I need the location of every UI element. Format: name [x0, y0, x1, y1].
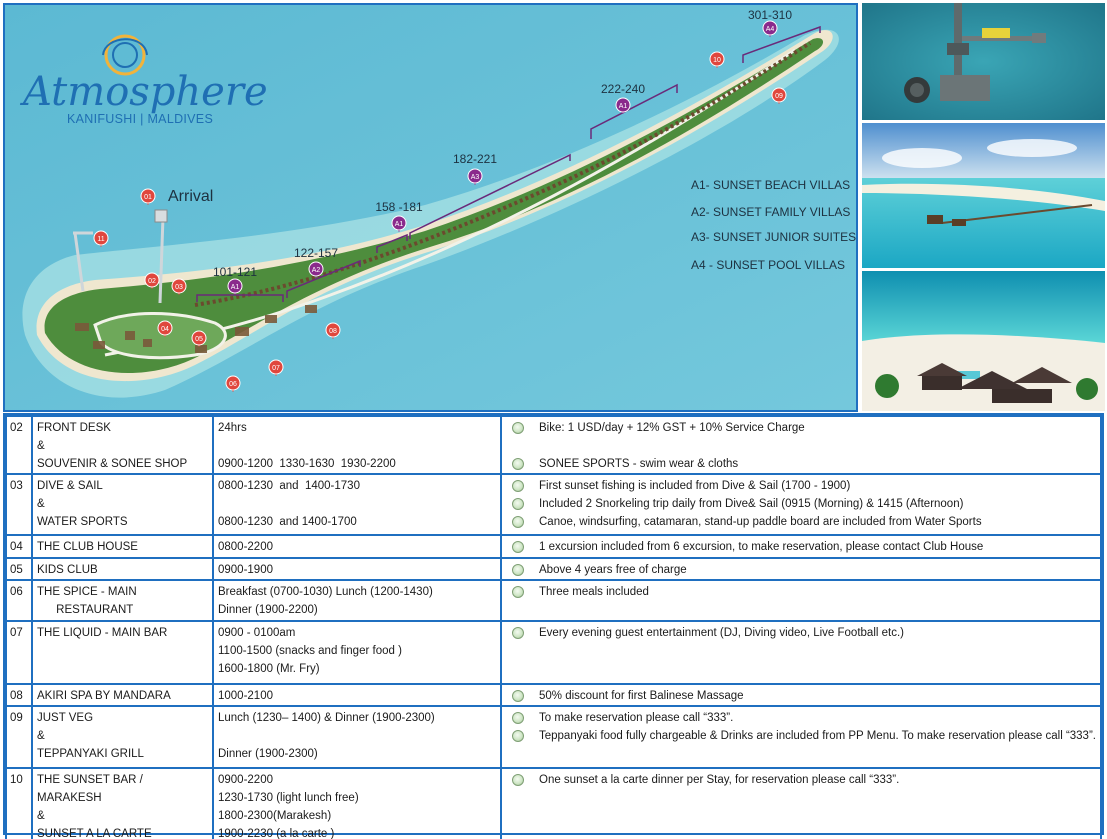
water-villas-photo [862, 123, 1105, 268]
facility-row [6, 580, 1101, 621]
hours-line: Dinner (1900-2300) [218, 748, 318, 760]
note-text: 1 excursion included from 6 excursion, to make reservation, please contact Club House [539, 541, 984, 553]
hours-line [218, 495, 496, 513]
facility-name-line: RESTAURANT [37, 604, 134, 616]
facility-name [32, 416, 213, 474]
facility-name [32, 768, 213, 839]
facility-hours [213, 684, 501, 706]
note-item [506, 477, 1096, 495]
note-item [506, 561, 1096, 579]
note-item [506, 687, 1096, 705]
facility-name-line: THE LIQUID - MAIN BAR [37, 627, 168, 639]
hours-line: 24hrs [218, 422, 247, 434]
facility-name-line: JUST VEG [37, 712, 94, 724]
facility-row [6, 684, 1101, 706]
facility-name-line: & [37, 498, 45, 510]
zone-code: A1 [394, 221, 404, 228]
facility-row [6, 474, 1101, 535]
bullet-icon [512, 541, 524, 553]
facility-name [32, 580, 213, 621]
note-text: 50% discount for first Balinese Massage [539, 690, 744, 702]
bullet-icon [512, 774, 524, 786]
facility-name-line: & [37, 730, 45, 742]
zone-range: 158 -181 [375, 200, 423, 214]
poi-marker-label: 02 [148, 278, 156, 285]
poi-marker-label: 05 [195, 336, 203, 343]
hours-line [218, 437, 496, 455]
zone-range: 122-157 [293, 246, 339, 260]
facility-name-line: FRONT DESK [37, 422, 111, 434]
arrival-label: Arrival [168, 188, 214, 205]
facility-name-line: SUNSET A LA CARTE [37, 828, 152, 839]
note-item [506, 583, 1096, 601]
facility-number: 06 [6, 580, 32, 621]
facility-number: 08 [6, 684, 32, 706]
poi-marker-label: 04 [161, 326, 169, 333]
facility-hours [213, 621, 501, 684]
beach-resort-photo [862, 271, 1105, 411]
facility-name [32, 706, 213, 768]
zone-range: 101-121 [212, 265, 258, 279]
bullet-icon [512, 690, 524, 702]
facility-notes [501, 706, 1101, 768]
poi-marker-label: 03 [175, 284, 183, 291]
facility-name-line: MARAKESH [37, 792, 102, 804]
facility-row [6, 768, 1101, 839]
bullet-icon [512, 627, 524, 639]
facility-number: 03 [6, 474, 32, 535]
zone-code: A1 [230, 284, 240, 291]
facility-hours [213, 535, 501, 558]
note-item [506, 709, 1096, 727]
facility-hours [213, 474, 501, 535]
facility-name [32, 535, 213, 558]
facility-notes [501, 416, 1101, 474]
zone-code: A1 [618, 103, 628, 110]
bullet-icon [512, 730, 524, 742]
hours-line: Dinner (1900-2200) [218, 604, 318, 616]
note-text: One sunset a la carte dinner per Stay, for reservation please call “333”. [539, 774, 900, 786]
facility-row [6, 621, 1101, 684]
legend-item: A1- SUNSET BEACH VILLAS [691, 178, 851, 192]
facility-hours [213, 416, 501, 474]
poi-marker-label: 06 [229, 381, 237, 388]
facility-notes [501, 580, 1101, 621]
facility-notes [501, 621, 1101, 684]
facility-name [32, 474, 213, 535]
bullet-icon [512, 712, 524, 724]
facility-hours [213, 580, 501, 621]
facility-number: 07 [6, 621, 32, 684]
logo-title: Atmosphere [23, 69, 268, 115]
legend-item: A3- SUNSET JUNIOR SUITES [691, 230, 856, 244]
note-text: To make reservation please call “333”. [539, 712, 734, 724]
hours-line: Breakfast (0700-1030) Lunch (1200-1430) [218, 586, 433, 598]
hours-line: 1600-1800 (Mr. Fry) [218, 663, 320, 675]
facility-name-line: & [37, 440, 45, 452]
zone-range: 182-221 [452, 152, 498, 166]
zone-range: 222-240 [600, 82, 646, 96]
bullet-icon [512, 498, 524, 510]
note-text: SONEE SPORTS - swim wear & cloths [539, 458, 739, 470]
note-item [506, 727, 1096, 745]
note-item [506, 771, 1096, 789]
facility-name-line: WATER SPORTS [37, 516, 128, 528]
note-text: Canoe, windsurfing, catamaran, stand-up paddle board are included from Water Sports [539, 516, 982, 528]
note-text: Bike: 1 USD/day + 12% GST + 10% Service Charge [539, 422, 805, 434]
bullet-icon [512, 480, 524, 492]
facility-hours [213, 706, 501, 768]
zone-range: 301-310 [747, 8, 793, 22]
facility-notes [501, 535, 1101, 558]
facility-name-line: & [37, 810, 45, 822]
facility-row [6, 706, 1101, 768]
poi-marker-label: 11 [97, 236, 105, 243]
facility-notes [501, 684, 1101, 706]
legend-item: A4 - SUNSET POOL VILLAS [691, 258, 846, 272]
hours-line: 1000-2100 [218, 690, 273, 702]
facility-name [32, 684, 213, 706]
facility-name [32, 621, 213, 684]
facility-name-line: KIDS CLUB [37, 564, 98, 576]
facility-name-line: THE SPICE - MAIN [37, 586, 137, 598]
note-item [506, 513, 1096, 531]
logo-subtitle: KANIFUSHI | MALDIVES [67, 112, 214, 126]
facility-name-line: AKIRI SPA BY MANDARA [37, 690, 171, 702]
bullet-icon [512, 458, 524, 470]
facility-hours [213, 768, 501, 839]
note-item [506, 495, 1096, 513]
facility-name-line: THE CLUB HOUSE [37, 541, 138, 553]
facility-name-line: TEPPANYAKI GRILL [37, 748, 144, 760]
hours-line: 1230-1730 (light lunch free) [218, 792, 359, 804]
facility-number: 02 [6, 416, 32, 474]
note-item [506, 419, 1096, 437]
aerial-jetty-photo [862, 3, 1105, 120]
note-text: Every evening guest entertainment (DJ, Diving video, Live Football etc.) [539, 627, 904, 639]
note-item [506, 455, 1096, 473]
hours-line: 0900 - 0100am [218, 627, 296, 639]
hours-line: 0900-1900 [218, 564, 273, 576]
poi-marker-label: 10 [713, 57, 721, 64]
legend-item: A2- SUNSET FAMILY VILLAS [691, 205, 851, 219]
note-text: Three meals included [539, 586, 649, 598]
note-text: Teppanyaki food fully chargeable & Drinks are included from PP Menu. To make reservation please call “333”. [539, 730, 1096, 742]
hours-line: 0900-2200 [218, 774, 273, 786]
bullet-icon [512, 564, 524, 576]
facility-hours [213, 558, 501, 580]
hours-line: 0900-1200 1330-1630 1930-2200 [218, 458, 396, 470]
facility-number: 09 [6, 706, 32, 768]
facility-notes [501, 474, 1101, 535]
resort-map [3, 3, 858, 412]
zone-code: A2 [311, 267, 321, 274]
poi-marker-label: 09 [775, 93, 783, 100]
facility-name-line: THE SUNSET BAR / [37, 774, 143, 786]
facility-name-line: DIVE & SAIL [37, 480, 103, 492]
note-text: Above 4 years free of charge [539, 564, 687, 576]
facilities-table [3, 413, 1104, 839]
poi-marker-label: 01 [144, 194, 152, 201]
hours-line: Lunch (1230– 1400) & Dinner (1900-2300) [218, 712, 435, 724]
note-text: Included 2 Snorkeling trip daily from Dive& Sail (0915 (Morning) & 1415 (Afternoon) [539, 498, 964, 510]
facility-row [6, 535, 1101, 558]
facility-row [6, 416, 1101, 474]
hours-line: 1100-1500 (snacks and finger food ) [218, 645, 402, 657]
facility-number: 10 [6, 768, 32, 839]
facility-name [32, 558, 213, 580]
poi-marker-label: 08 [329, 328, 337, 335]
note-text: First sunset fishing is included from Dive & Sail (1700 - 1900) [539, 480, 851, 492]
note-item [506, 538, 1096, 556]
hours-line: 0800-1230 and 1400-1700 [218, 516, 357, 528]
facility-number: 05 [6, 558, 32, 580]
note-spacer [506, 437, 1096, 455]
hours-line [218, 727, 496, 745]
hours-line: 1800-2300(Marakesh) [218, 810, 332, 822]
zone-code: A4 [765, 26, 775, 33]
hours-line: 0800-2200 [218, 541, 273, 553]
facility-number: 04 [6, 535, 32, 558]
poi-marker-label: 07 [272, 365, 280, 372]
note-item [506, 624, 1096, 642]
hours-line: 1900-2230 (a la carte ) [218, 828, 335, 839]
facility-name-line: SOUVENIR & SONEE SHOP [37, 458, 188, 470]
facility-notes [501, 768, 1101, 839]
bullet-icon [512, 586, 524, 598]
hours-line: 0800-1230 and 1400-1730 [218, 480, 360, 492]
bullet-icon [512, 516, 524, 528]
facility-notes [501, 558, 1101, 580]
facility-row [6, 558, 1101, 580]
zone-code: A3 [470, 174, 480, 181]
bullet-icon [512, 422, 524, 434]
